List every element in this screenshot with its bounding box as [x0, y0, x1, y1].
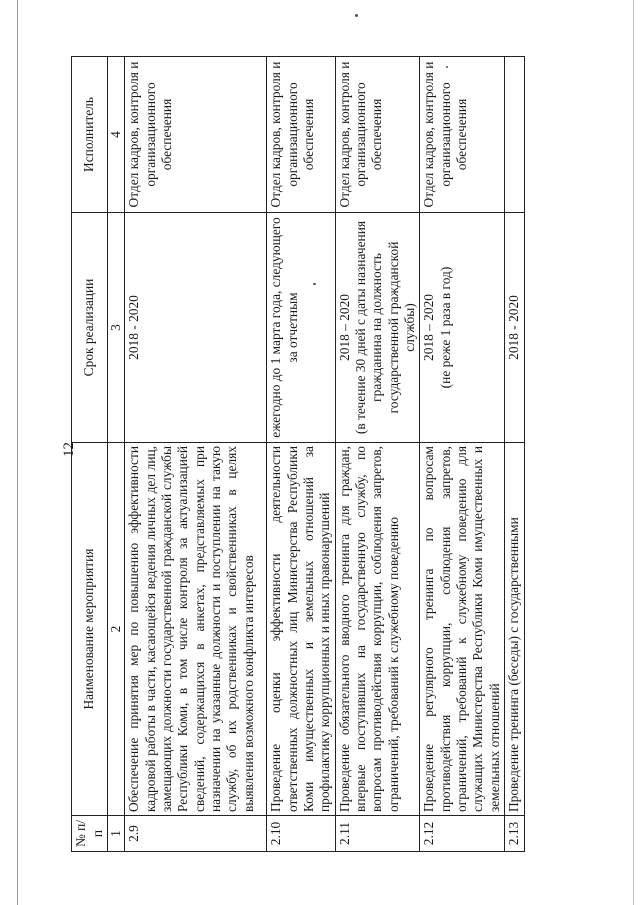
row-period [335, 213, 420, 443]
row-num: 2.11 [335, 816, 420, 852]
row-executor: Отдел кадров, контроля и организационного обеспечения [420, 57, 505, 213]
row-period [505, 213, 524, 443]
header-period: Срок реализации [72, 213, 108, 443]
header-num: № п/п [72, 816, 108, 852]
page-number: 12 [61, 442, 77, 457]
row-name: Проведение тренинга (беседы) с государственными [505, 443, 524, 816]
table-row [125, 57, 267, 852]
column-number: 4 [108, 57, 125, 213]
column-number: 3 [108, 213, 125, 443]
row-name: Обеспечение принятия мер по повышению эффективности кадровой работы в части, касающейся ведения личных дел лиц, замещающих должности государственной гражданской службы Республики Коми, в том числе контроля за актуализацией сведений, содержащихся в анкетах, представляемых при назначении на указанные должности и поступлении на такую службу, об их родственниках и свойственниках в целях выявления возможного конфликта интересов [125, 443, 267, 816]
row-name: Проведение обязательного вводного тренинга для граждан, впервые поступивших на государственную службу, по вопросам противодействия коррупции, соблюдения запретов, ограничений, требований к служебному поведению [335, 443, 420, 816]
table-row [267, 57, 335, 852]
row-period-note: (в течение 30 дней с даты назначения гражданина на должность государственной гражданской службы) [353, 220, 418, 435]
row-executor: Отдел кадров, контроля и организационного обеспечения [267, 57, 335, 213]
table-header-row [72, 57, 108, 852]
column-number: 2 [108, 443, 125, 816]
row-name: Проведение регулярного тренинга по вопросам противодействия коррупции, соблюдения запретов, ограничений, требований к служебному поведению для служащих Министерства Республики Коми имущественных и земельных отношений [420, 443, 505, 816]
column-number: 1 [108, 816, 125, 852]
row-num: 2.12 [420, 816, 505, 852]
row-name: Проведение оценки эффективности деятельности ответственных должностных лиц Министерства Республики Коми имущественных и земельных отношений за профилактику коррупционных и иных правонарушений [267, 443, 335, 816]
row-executor [505, 57, 524, 213]
row-executor: Отдел кадров, контроля и организационного обеспечения [125, 57, 267, 213]
page-left-edge [17, 0, 18, 905]
table-row [420, 57, 505, 852]
row-period-main: ежегодно до 1 марта года, следующего за отчетным [268, 217, 300, 438]
table-row [505, 57, 524, 852]
row-period-main: 2018 - 2020 [126, 295, 142, 360]
header-executor: Исполнитель [72, 57, 108, 213]
table-row [335, 57, 420, 852]
row-period [267, 213, 335, 443]
header-name: Наименование мероприятия [72, 443, 108, 816]
row-period-main: 2018 – 2020 [421, 294, 437, 361]
row-period-main: 2018 – 2020 [336, 294, 352, 361]
row-period [420, 213, 505, 443]
measures-table [71, 56, 525, 852]
row-period-note: (не реже 1 раза в год) [437, 266, 453, 389]
row-executor: Отдел кадров, контроля и организационного обеспечения [335, 57, 420, 213]
row-num: 2.10 [267, 816, 335, 852]
page-right-edge [633, 0, 634, 905]
column-number-row [108, 57, 125, 852]
row-num: 2.9 [125, 816, 267, 852]
row-num: 2.13 [505, 816, 524, 852]
document-table-container [71, 57, 522, 852]
row-period-main: 2018 - 2020 [506, 295, 522, 360]
scan-speck [355, 14, 358, 17]
row-period [125, 213, 267, 443]
